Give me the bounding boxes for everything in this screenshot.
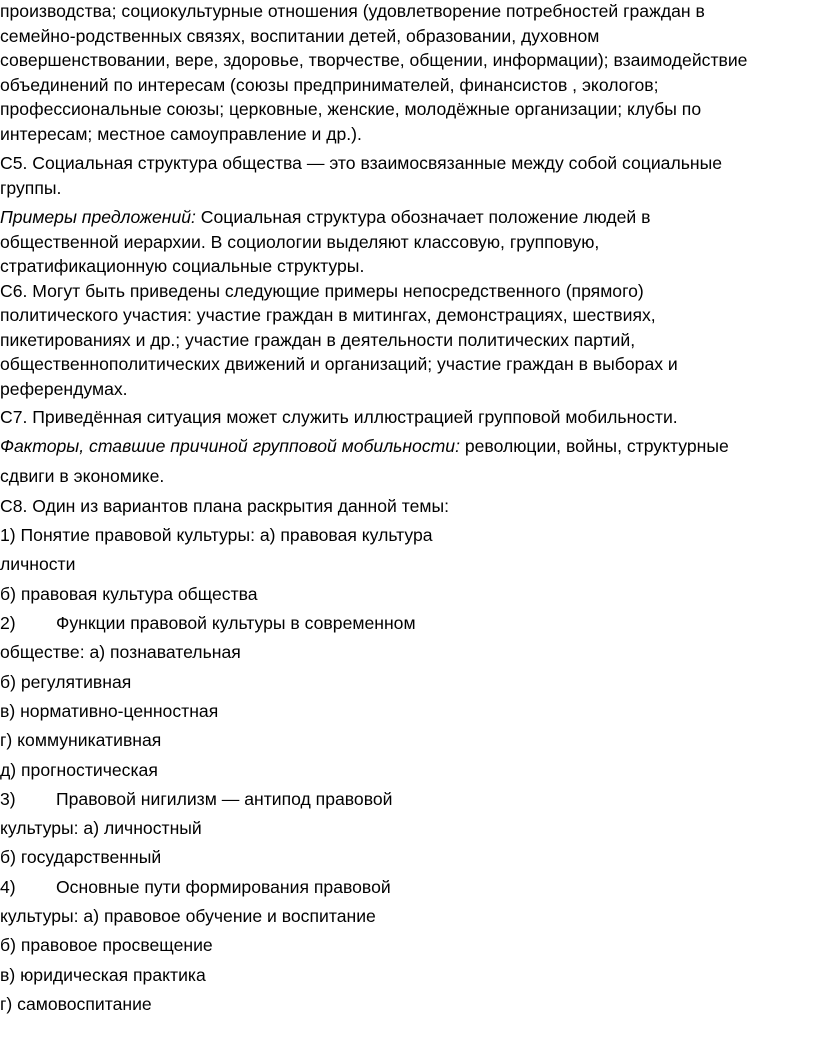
plan-line: [0, 668, 808, 697]
intro-line: интересам; местное самоуправление и др.).: [0, 123, 362, 144]
c8-answer: [0, 492, 808, 1019]
plan-line: [0, 990, 808, 1019]
plan-line: [0, 814, 808, 843]
plan-line-number: 3): [0, 788, 16, 809]
plan-line-text: 1) Понятие правовой культуры: а) правовая культура: [0, 525, 433, 546]
intro-line: объединений по интересам (союзы предпринимателей, финансистов , экологов;: [0, 74, 659, 95]
plan-line-text: г) самовоспитание: [0, 993, 152, 1014]
plan-line: [0, 550, 808, 579]
c5-examples: [0, 205, 808, 279]
plan-line-text: культуры: а) личностный: [0, 818, 202, 839]
c5-examples-line: общественной иерархии. В социологии выделяют классовую, групповую,: [0, 231, 600, 252]
c5-examples-text: Социальная структура обозначает положение людей в: [195, 207, 651, 227]
c7-factors-line: сдвиги в экономике.: [0, 465, 165, 486]
plan-line-number: 2): [0, 613, 16, 634]
c6-line: С6. Могут быть приведены следующие примеры непосредственного (прямого): [0, 280, 644, 301]
c5-examples-line: стратификационную социальные структуры.: [0, 256, 365, 276]
plan-line-text: б) правовое просвещение: [0, 935, 213, 956]
c8-heading: С8. Один из вариантов плана раскрытия данной темы:: [0, 495, 449, 516]
plan-line-text: в) нормативно-ценностная: [0, 700, 219, 721]
plan-line: [0, 873, 808, 902]
intro-line: совершенствовании, вере, здоровье, творчестве, общении, информации); взаимодействие: [0, 50, 748, 70]
plan-line-text: б) правовая культура общества: [0, 583, 258, 604]
c5-line: С5. Социальная структура общества — это взаимосвязанные между собой социальные: [0, 153, 723, 173]
c6-line: референдумах.: [0, 378, 128, 399]
plan-line: [0, 902, 808, 931]
plan-line: [0, 961, 808, 990]
intro-line: семейно-родственных связях, воспитании детей, образовании, духовном: [0, 25, 600, 46]
intro-paragraph: [0, 0, 808, 146]
plan-line: [0, 521, 808, 550]
c7-factors-first-line: [0, 432, 808, 461]
plan-line: [0, 638, 808, 667]
plan-line-text: б) государственный: [0, 847, 162, 868]
plan-line: [0, 697, 808, 726]
intro-line: производства; социокультурные отношения (удовлетворение потребностей граждан в: [0, 1, 705, 21]
plan-line: [0, 726, 808, 755]
c6-line: общественнополитических движений и организаций; участие граждан в выборах и: [0, 354, 678, 374]
plan-line-text: г) коммуникативная: [0, 730, 162, 751]
plan-line-text: личности: [0, 554, 76, 575]
plan-line-text: Функции правовой культуры в современном: [56, 613, 416, 634]
c6-answer: [0, 279, 808, 402]
plan-line: [0, 931, 808, 960]
c5-answer: [0, 151, 808, 200]
c6-line: политического участия: участие граждан в митингах, демонстрациях, шествиях,: [0, 305, 656, 325]
plan-line: [0, 756, 808, 785]
plan-line: [0, 785, 808, 814]
plan-line-text: б) регулятивная: [0, 671, 132, 692]
intro-line: профессиональные союзы; церковные, женские, молодёжные организации; клубы по: [0, 99, 702, 119]
c6-line: пикетированиях и др.; участие граждан в деятельности политических партий,: [0, 329, 636, 350]
c5-line: группы.: [0, 177, 62, 198]
c7-factors-label: Факторы, ставшие причиной групповой мобильности:: [0, 436, 460, 457]
c7-factors-text: революции, войны, структурные: [459, 436, 729, 457]
c5-examples-first-line: [0, 205, 808, 230]
plan-line: [0, 843, 808, 872]
c5-examples-label: Примеры предложений:: [0, 207, 196, 227]
plan-line-text: культуры: а) правовое обучение и воспитание: [0, 906, 376, 927]
plan-line-text: обществе: а) познавательная: [0, 642, 241, 663]
c7-line: С7. Приведённая ситуация может служить иллюстрацией групповой мобильности.: [0, 407, 678, 427]
plan-line-text: Основные пути формирования правовой: [56, 876, 391, 897]
plan-line-number: 4): [0, 876, 16, 897]
plan-line: [0, 609, 808, 638]
c7-answer: [0, 403, 808, 491]
plan-line-text: д) прогностическая: [0, 759, 158, 780]
plan-line-text: Правовой нигилизм — антипод правовой: [56, 788, 393, 809]
plan-line: [0, 580, 808, 609]
plan-line-text: в) юридическая практика: [0, 964, 206, 985]
